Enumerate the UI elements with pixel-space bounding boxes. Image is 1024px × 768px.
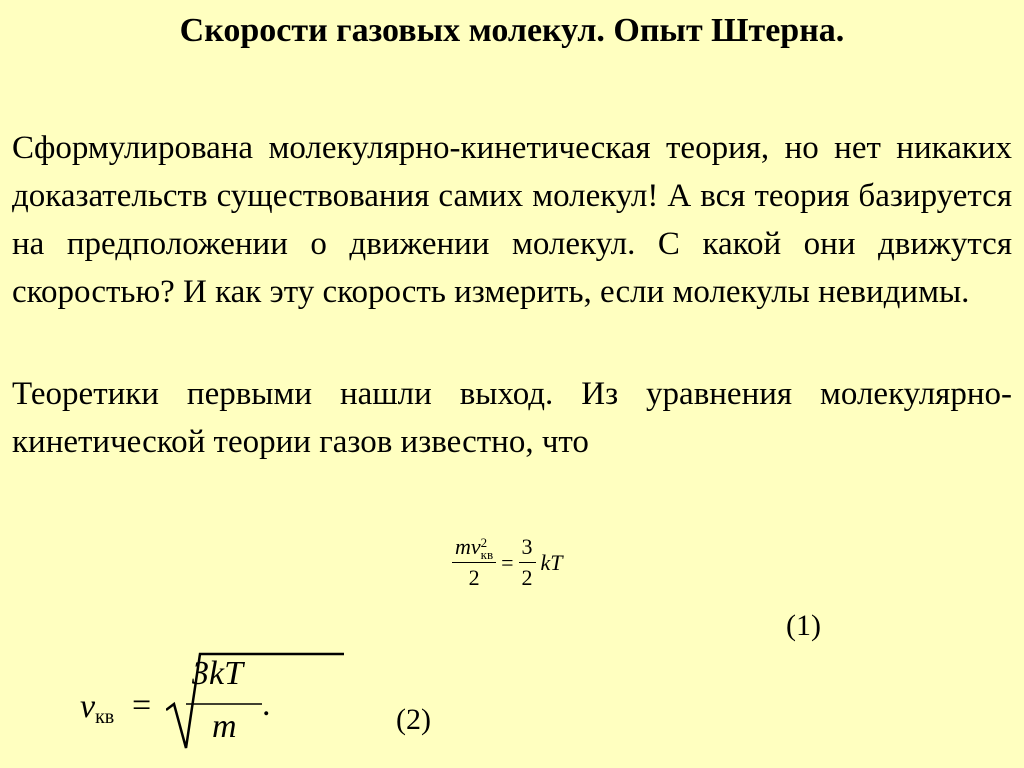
formula-2-subscript: кв bbox=[95, 706, 115, 728]
formula-1-equals: = bbox=[501, 549, 514, 575]
formula-1-subscript: кв bbox=[480, 546, 494, 562]
slide-title: Скорости газовых молекул. Опыт Штерна. bbox=[179, 12, 845, 49]
formula-1-rhs-numerator: 3 bbox=[519, 532, 536, 563]
formula-2-v: v bbox=[80, 688, 96, 725]
formula-1-rhs-denominator: 2 bbox=[521, 565, 533, 590]
formula-1-mv: mv bbox=[455, 534, 481, 559]
formula-2 bbox=[80, 650, 300, 754]
theory-paragraph: Теоретики первыми нашли выход. Из уравнения молекулярно-кинетической теории газов известно, что bbox=[12, 376, 1012, 460]
formula-1 bbox=[452, 532, 563, 593]
formula-2-numerator: 3kT bbox=[192, 655, 243, 692]
formula-2-period: . bbox=[262, 686, 271, 723]
formula-2-equals: = bbox=[132, 687, 152, 724]
formula-2-lhs bbox=[80, 688, 114, 729]
formula-1-lhs-denominator: 2 bbox=[468, 565, 480, 590]
formula-2-denominator: m bbox=[212, 708, 237, 745]
formula-1-lhs-numerator bbox=[452, 532, 496, 563]
formula-1-rhs-fraction bbox=[519, 532, 536, 593]
equation-1-number: (1) bbox=[786, 609, 821, 642]
intro-paragraph: Сформулирована молекулярно-кинетическая теория, но нет никаких доказательств существования самих молекул! А вся теория базируется на предположении о движении молекул. С какой они движутся скоростью? И как эту скорость измерить, если молекулы невидимы. bbox=[12, 130, 1012, 310]
formula-1-exponent: 2 bbox=[480, 534, 488, 550]
formula-1-kt: kT bbox=[540, 549, 563, 575]
equation-2-number: (2) bbox=[396, 703, 431, 736]
formula-1-lhs-fraction bbox=[452, 532, 496, 593]
